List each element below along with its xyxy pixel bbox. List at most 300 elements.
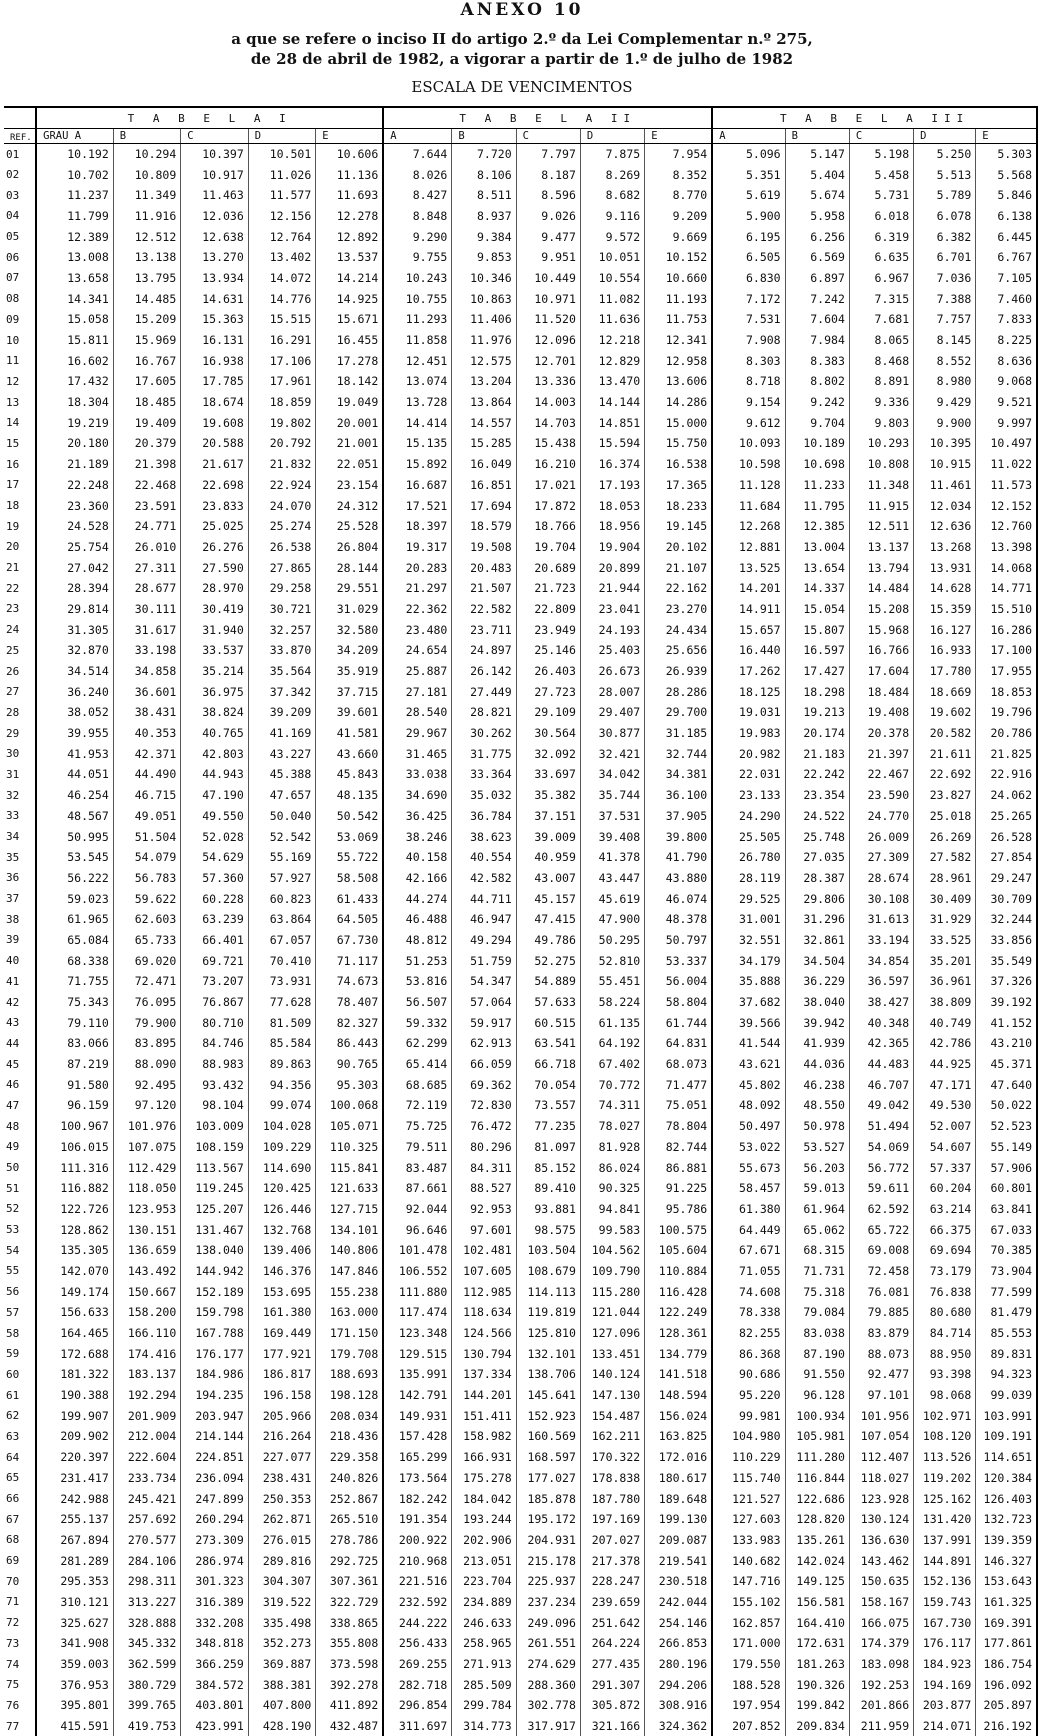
salary-cell: 16.766 [849, 640, 913, 661]
table-row [4, 1633, 1037, 1654]
salary-cell: 43.210 [976, 1033, 1037, 1054]
salary-cell: 24.193 [580, 619, 644, 640]
salary-cell: 5.900 [712, 206, 785, 227]
salary-cell: 82.744 [645, 1137, 713, 1158]
ref-cell: 15 [4, 433, 36, 454]
salary-cell: 32.744 [645, 743, 713, 764]
salary-cell: 18.669 [914, 681, 976, 702]
salary-cell: 19.408 [849, 702, 913, 723]
ref-cell: 21 [4, 557, 36, 578]
salary-cell: 14.484 [849, 578, 913, 599]
salary-cell: 41.378 [580, 847, 644, 868]
salary-cell: 105.604 [645, 1240, 713, 1261]
table-row [4, 1405, 1037, 1426]
salary-cell: 50.497 [712, 1116, 785, 1137]
salary-cell: 8.848 [383, 206, 452, 227]
ref-cell: 65 [4, 1468, 36, 1489]
salary-cell: 199.130 [645, 1509, 713, 1530]
salary-cell: 168.597 [516, 1447, 580, 1468]
salary-cell: 13.934 [181, 268, 249, 289]
salary-cell: 278.786 [316, 1530, 384, 1551]
salary-cell: 18.766 [516, 516, 580, 537]
salary-cell: 181.263 [785, 1654, 849, 1675]
salary-cell: 24.528 [36, 516, 113, 537]
salary-cell: 27.854 [976, 847, 1037, 868]
salary-cell: 49.051 [113, 806, 181, 827]
salary-cell: 14.911 [712, 599, 785, 620]
salary-cell: 50.040 [248, 806, 316, 827]
salary-cell: 87.190 [785, 1343, 849, 1364]
salary-cell: 79.084 [785, 1302, 849, 1323]
salary-cell: 77.628 [248, 992, 316, 1013]
salary-cell: 98.068 [914, 1385, 976, 1406]
salary-cell: 81.097 [516, 1137, 580, 1158]
salary-cell: 165.299 [383, 1447, 452, 1468]
salary-cell: 198.128 [316, 1385, 384, 1406]
table-row [4, 971, 1037, 992]
salary-cell: 13.138 [113, 247, 181, 268]
salary-cell: 134.101 [316, 1219, 384, 1240]
column-header-t1-b: B [113, 129, 181, 144]
salary-cell: 86.443 [316, 1033, 384, 1054]
salary-cell: 12.096 [516, 330, 580, 351]
table-row [4, 557, 1037, 578]
salary-cell: 24.770 [849, 806, 913, 827]
salary-cell: 210.968 [383, 1550, 452, 1571]
salary-cell: 59.917 [452, 1012, 516, 1033]
salary-cell: 85.584 [248, 1033, 316, 1054]
salary-cell: 12.036 [181, 206, 249, 227]
salary-cell: 132.768 [248, 1219, 316, 1240]
salary-cell: 17.961 [248, 371, 316, 392]
salary-cell: 345.332 [113, 1633, 181, 1654]
table-row [4, 1199, 1037, 1220]
ref-cell: 22 [4, 578, 36, 599]
salary-cell: 35.382 [516, 785, 580, 806]
salary-cell: 10.093 [712, 433, 785, 454]
salary-cell: 32.092 [516, 743, 580, 764]
salary-cell: 11.684 [712, 495, 785, 516]
salary-cell: 109.191 [976, 1426, 1037, 1447]
salary-cell: 13.270 [181, 247, 249, 268]
salary-cell: 71.731 [785, 1261, 849, 1282]
salary-cell: 15.657 [712, 619, 785, 640]
salary-cell: 54.347 [452, 971, 516, 992]
salary-cell: 45.843 [316, 764, 384, 785]
salary-cell: 32.551 [712, 930, 785, 951]
salary-cell: 99.583 [580, 1219, 644, 1240]
salary-cell: 8.225 [976, 330, 1037, 351]
salary-cell: 352.273 [248, 1633, 316, 1654]
salary-cell: 169.391 [976, 1612, 1037, 1633]
salary-cell: 97.101 [849, 1385, 913, 1406]
salary-cell: 176.177 [181, 1343, 249, 1364]
salary-cell: 20.588 [181, 433, 249, 454]
salary-cell: 166.931 [452, 1447, 516, 1468]
salary-cell: 107.605 [452, 1261, 516, 1282]
salary-cell: 88.950 [914, 1343, 976, 1364]
salary-cell: 11.858 [383, 330, 452, 351]
salary-cell: 110.325 [316, 1137, 384, 1158]
salary-cell: 31.185 [645, 723, 713, 744]
salary-cell: 81.928 [580, 1137, 644, 1158]
ref-cell: 06 [4, 247, 36, 268]
salary-cell: 201.866 [849, 1695, 913, 1716]
salary-cell: 36.975 [181, 681, 249, 702]
salary-cell: 23.133 [712, 785, 785, 806]
salary-cell: 17.021 [516, 475, 580, 496]
salary-cell: 11.026 [248, 164, 316, 185]
salary-cell: 8.269 [580, 164, 644, 185]
salary-cell: 83.895 [113, 1033, 181, 1054]
salary-cell: 43.227 [248, 743, 316, 764]
salary-cell: 59.332 [383, 1012, 452, 1033]
table-row [4, 1385, 1037, 1406]
salary-cell: 5.303 [976, 144, 1037, 165]
salary-cell: 33.364 [452, 764, 516, 785]
salary-cell: 79.511 [383, 1137, 452, 1158]
salary-cell: 37.151 [516, 806, 580, 827]
salary-cell: 162.211 [580, 1426, 644, 1447]
salary-cell: 10.449 [516, 268, 580, 289]
salary-cell: 6.138 [976, 206, 1037, 227]
salary-cell: 276.015 [248, 1530, 316, 1551]
table-row [4, 1281, 1037, 1302]
salary-cell: 261.551 [516, 1633, 580, 1654]
salary-cell: 30.564 [516, 723, 580, 744]
salary-cell: 19.031 [712, 702, 785, 723]
salary-cell: 158.167 [849, 1592, 913, 1613]
salary-cell: 100.967 [36, 1116, 113, 1137]
salary-cell: 304.307 [248, 1571, 316, 1592]
ref-cell: 12 [4, 371, 36, 392]
salary-cell: 123.348 [383, 1323, 452, 1344]
salary-cell: 121.044 [580, 1302, 644, 1323]
salary-cell: 30.709 [976, 888, 1037, 909]
salary-cell: 67.033 [976, 1219, 1037, 1240]
salary-cell: 40.353 [113, 723, 181, 744]
salary-cell: 150.667 [113, 1281, 181, 1302]
salary-cell: 58.804 [645, 992, 713, 1013]
salary-cell: 6.078 [914, 206, 976, 227]
salary-cell: 194.169 [914, 1674, 976, 1695]
ref-cell: 60 [4, 1364, 36, 1385]
salary-cell: 95.786 [645, 1199, 713, 1220]
ref-cell: 66 [4, 1488, 36, 1509]
salary-cell: 24.771 [113, 516, 181, 537]
salary-cell: 86.024 [580, 1157, 644, 1178]
ref-cell: 26 [4, 661, 36, 682]
salary-cell: 10.554 [580, 268, 644, 289]
salary-cell: 89.410 [516, 1178, 580, 1199]
salary-cell: 29.407 [580, 702, 644, 723]
salary-cell: 42.786 [914, 1033, 976, 1054]
salary-cell: 30.108 [849, 888, 913, 909]
salary-cell: 217.378 [580, 1550, 644, 1571]
salary-cell: 139.359 [976, 1530, 1037, 1551]
salary-cell: 62.299 [383, 1033, 452, 1054]
salary-cell: 11.753 [645, 309, 713, 330]
ref-cell: 57 [4, 1302, 36, 1323]
salary-cell: 136.630 [849, 1530, 913, 1551]
salary-cell: 26.673 [580, 661, 644, 682]
salary-cell: 21.001 [316, 433, 384, 454]
salary-cell: 57.633 [516, 992, 580, 1013]
salary-cell: 90.765 [316, 1054, 384, 1075]
salary-cell: 208.034 [316, 1405, 384, 1426]
salary-cell: 15.892 [383, 454, 452, 475]
salary-cell: 178.838 [580, 1468, 644, 1489]
ref-cell: 33 [4, 806, 36, 827]
salary-cell: 7.984 [785, 330, 849, 351]
salary-cell: 216.264 [248, 1426, 316, 1447]
salary-cell: 8.468 [849, 350, 913, 371]
salary-cell: 19.049 [316, 392, 384, 413]
salary-cell: 108.159 [181, 1137, 249, 1158]
salary-cell: 114.651 [976, 1447, 1037, 1468]
salary-cell: 294.206 [645, 1674, 713, 1695]
table-row [4, 330, 1037, 351]
salary-cell: 88.527 [452, 1178, 516, 1199]
salary-cell: 49.550 [181, 806, 249, 827]
salary-cell: 28.961 [914, 868, 976, 889]
salary-cell: 10.808 [849, 454, 913, 475]
ref-cell: 24 [4, 619, 36, 640]
salary-cell: 24.312 [316, 495, 384, 516]
ref-header-cell [4, 107, 36, 129]
salary-cell: 121.527 [712, 1488, 785, 1509]
salary-cell: 8.383 [785, 350, 849, 371]
salary-cell: 56.203 [785, 1157, 849, 1178]
salary-cell: 10.755 [383, 288, 452, 309]
salary-cell: 91.550 [785, 1364, 849, 1385]
salary-cell: 130.151 [113, 1219, 181, 1240]
salary-cell: 16.374 [580, 454, 644, 475]
salary-cell: 40.348 [849, 1012, 913, 1033]
salary-cell: 163.825 [645, 1426, 713, 1447]
salary-cell: 51.504 [113, 826, 181, 847]
salary-cell: 21.398 [113, 454, 181, 475]
table-row [4, 1219, 1037, 1240]
ref-cell: 03 [4, 185, 36, 206]
salary-cell: 47.900 [580, 909, 644, 930]
salary-cell: 58.457 [712, 1178, 785, 1199]
ref-cell: 54 [4, 1240, 36, 1261]
salary-cell: 13.658 [36, 268, 113, 289]
salary-cell: 23.270 [645, 599, 713, 620]
salary-cell: 8.552 [914, 350, 976, 371]
salary-cell: 54.607 [914, 1137, 976, 1158]
salary-cell: 135.305 [36, 1240, 113, 1261]
salary-cell: 9.612 [712, 412, 785, 433]
salary-cell: 155.238 [316, 1281, 384, 1302]
salary-cell: 219.541 [645, 1550, 713, 1571]
salary-cell: 12.341 [645, 330, 713, 351]
salary-cell: 73.931 [248, 971, 316, 992]
salary-cell: 108.679 [516, 1261, 580, 1282]
salary-cell: 84.714 [914, 1323, 976, 1344]
salary-cell: 27.590 [181, 557, 249, 578]
salary-cell: 244.222 [383, 1612, 452, 1633]
salary-cell: 16.440 [712, 640, 785, 661]
salary-cell: 46.238 [785, 1074, 849, 1095]
salary-cell: 27.723 [516, 681, 580, 702]
salary-cell: 428.190 [248, 1716, 316, 1736]
salary-cell: 17.100 [976, 640, 1037, 661]
salary-cell: 9.572 [580, 226, 644, 247]
salary-cell: 52.523 [976, 1116, 1037, 1137]
salary-cell: 83.038 [785, 1323, 849, 1344]
salary-cell: 30.111 [113, 599, 181, 620]
salary-cell: 65.733 [113, 930, 181, 951]
salary-cell: 314.773 [452, 1716, 516, 1736]
salary-cell: 137.334 [452, 1364, 516, 1385]
salary-cell: 119.819 [516, 1302, 580, 1323]
salary-cell: 12.701 [516, 350, 580, 371]
salary-cell: 99.981 [712, 1405, 785, 1426]
salary-cell: 14.286 [645, 392, 713, 413]
salary-cell: 25.146 [516, 640, 580, 661]
salary-cell: 172.688 [36, 1343, 113, 1364]
salary-cell: 26.528 [976, 826, 1037, 847]
salary-cell: 7.388 [914, 288, 976, 309]
salary-cell: 282.718 [383, 1674, 452, 1695]
salary-cell: 15.594 [580, 433, 644, 454]
salary-cell: 288.360 [516, 1674, 580, 1695]
salary-cell: 313.227 [113, 1592, 181, 1613]
salary-cell: 49.042 [849, 1095, 913, 1116]
salary-cell: 27.865 [248, 557, 316, 578]
salary-cell: 75.051 [645, 1095, 713, 1116]
table-row [4, 743, 1037, 764]
salary-cell: 193.244 [452, 1509, 516, 1530]
salary-cell: 38.824 [181, 702, 249, 723]
salary-cell: 216.192 [976, 1716, 1037, 1736]
salary-cell: 8.145 [914, 330, 976, 351]
salary-cell: 25.656 [645, 640, 713, 661]
salary-cell: 60.801 [976, 1178, 1037, 1199]
salary-cell: 39.192 [976, 992, 1037, 1013]
salary-cell: 149.931 [383, 1405, 452, 1426]
salary-cell: 96.128 [785, 1385, 849, 1406]
ref-cell: 58 [4, 1323, 36, 1344]
table-row [4, 1716, 1037, 1736]
salary-cell: 92.953 [452, 1199, 516, 1220]
ref-cell: 77 [4, 1716, 36, 1736]
salary-cell: 28.674 [849, 868, 913, 889]
salary-cell: 71.755 [36, 971, 113, 992]
salary-cell: 232.592 [383, 1592, 452, 1613]
salary-cell: 133.983 [712, 1530, 785, 1551]
salary-cell: 14.925 [316, 288, 384, 309]
column-header-t1-a [36, 129, 113, 144]
salary-cell: 17.694 [452, 495, 516, 516]
ref-cell: 46 [4, 1074, 36, 1095]
salary-cell: 10.293 [849, 433, 913, 454]
table-row [4, 578, 1037, 599]
salary-cell: 56.507 [383, 992, 452, 1013]
salary-cell: 37.682 [712, 992, 785, 1013]
salary-cell: 37.715 [316, 681, 384, 702]
salary-cell: 147.716 [712, 1571, 785, 1592]
salary-cell: 212.004 [113, 1426, 181, 1447]
salary-cell: 10.243 [383, 268, 452, 289]
salary-cell: 240.826 [316, 1468, 384, 1489]
salary-cell: 12.512 [113, 226, 181, 247]
salary-cell: 130.124 [849, 1509, 913, 1530]
salary-cell: 85.553 [976, 1323, 1037, 1344]
salary-cell: 5.568 [976, 164, 1037, 185]
salary-cell: 148.594 [645, 1385, 713, 1406]
salary-cell: 197.954 [712, 1695, 785, 1716]
salary-cell: 182.242 [383, 1488, 452, 1509]
salary-cell: 7.036 [914, 268, 976, 289]
table-row [4, 1302, 1037, 1323]
salary-cell: 236.094 [181, 1468, 249, 1489]
salary-cell: 234.889 [452, 1592, 516, 1613]
salary-cell: 51.253 [383, 950, 452, 971]
salary-cell: 15.000 [645, 412, 713, 433]
salary-cell: 12.575 [452, 350, 516, 371]
salary-cell: 14.072 [248, 268, 316, 289]
salary-cell: 72.830 [452, 1095, 516, 1116]
salary-cell: 11.082 [580, 288, 644, 309]
salary-cell: 183.137 [113, 1364, 181, 1385]
salary-cell: 57.927 [248, 868, 316, 889]
salary-cell: 46.254 [36, 785, 113, 806]
salary-cell: 237.234 [516, 1592, 580, 1613]
salary-cell: 104.562 [580, 1240, 644, 1261]
column-header-t1-c: C [181, 129, 249, 144]
salary-cell: 224.851 [181, 1447, 249, 1468]
salary-cell: 15.969 [113, 330, 181, 351]
salary-cell: 10.152 [645, 247, 713, 268]
salary-cell: 12.760 [976, 516, 1037, 537]
salary-cell: 64.192 [580, 1033, 644, 1054]
salary-cell: 15.054 [785, 599, 849, 620]
salary-cell: 20.378 [849, 723, 913, 744]
table-row [4, 764, 1037, 785]
salary-cell: 88.073 [849, 1343, 913, 1364]
salary-cell: 319.522 [248, 1592, 316, 1613]
salary-cell: 20.283 [383, 557, 452, 578]
salary-cell: 189.648 [645, 1488, 713, 1509]
salary-cell: 23.833 [181, 495, 249, 516]
salary-cell: 18.956 [580, 516, 644, 537]
ref-cell: 49 [4, 1137, 36, 1158]
grau-label: GRAU [43, 130, 68, 142]
salary-cell: 9.384 [452, 226, 516, 247]
ref-cell: 39 [4, 930, 36, 951]
salary-cell: 27.035 [785, 847, 849, 868]
table-row [4, 1364, 1037, 1385]
salary-cell: 18.304 [36, 392, 113, 413]
salary-cell: 23.354 [785, 785, 849, 806]
salary-cell: 48.567 [36, 806, 113, 827]
salary-cell: 190.326 [785, 1674, 849, 1695]
salary-cell: 13.268 [914, 537, 976, 558]
salary-cell: 35.549 [976, 950, 1037, 971]
ref-cell: 07 [4, 268, 36, 289]
salary-cell: 245.421 [113, 1488, 181, 1509]
table-row [4, 640, 1037, 661]
salary-cell: 94.841 [580, 1199, 644, 1220]
salary-cell: 115.841 [316, 1157, 384, 1178]
salary-cell: 29.814 [36, 599, 113, 620]
salary-cell: 30.721 [248, 599, 316, 620]
salary-cell: 14.144 [580, 392, 644, 413]
salary-cell: 9.853 [452, 247, 516, 268]
